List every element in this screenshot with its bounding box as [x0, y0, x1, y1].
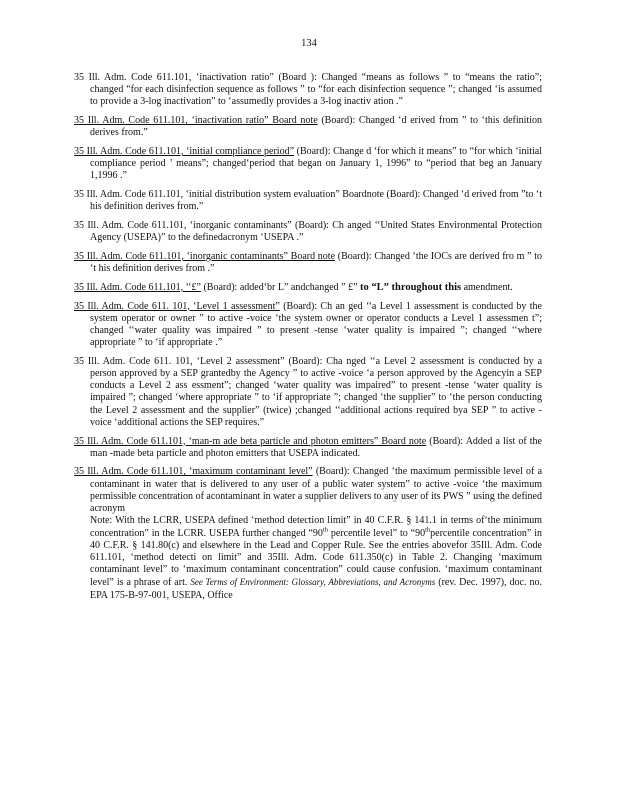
entry-citation: 35 Ill. Adm. Code 611. 101, ‘Level 1 assessment” — [74, 300, 280, 312]
superscript: th — [425, 526, 431, 534]
entry-text: (Board): added‘br L” andchanged ” £” — [200, 281, 361, 293]
entry-maximum-contaminant-level — [74, 466, 542, 601]
entry-initial-compliance-period — [74, 146, 542, 183]
entry-text: (Board): Ch anged ‘‘United States Environmental Protection Agency (USEPA)” to the definedacronym ‘USEPA .” — [90, 220, 542, 244]
entry-pound-symbol — [74, 282, 542, 294]
note-text: (rev. Dec. 1997), doc. no. EPA 175-B-97-001, USEPA, Office — [90, 577, 542, 601]
entry-citation: 35 Ill. Adm. Code 611. 101, ‘Level 2 assessment” — [74, 355, 285, 367]
page-number: 134 — [301, 38, 317, 49]
entry-text: (Board): Changed ‘d erived from ”to ‘t his definition derives from.” — [90, 189, 542, 213]
entry-citation: 35 Ill. Adm. Code 611.101, ‘inorganic contaminants” Board note — [74, 250, 336, 262]
note-text: Note: With the LCRR, USEPA defined ‘method detection limit” in 40 C.F.R. § 141.1 in terms of‘the minimum concentration” in the LCRR. USEPA further changed “90 — [90, 515, 542, 539]
entry-text: (Board): Changed ‘the IOCs are derived fro m ” to ‘t his definition derives from .” — [90, 250, 542, 275]
entry-text: (Board): Added a list of the man -made beta particle and photon emitters that USEPA indicated. — [90, 435, 542, 459]
entry-man-made-beta-particle — [74, 436, 542, 460]
entry-inactivation-ratio — [74, 72, 542, 109]
entry-citation: 35 Ill. Adm. Code 611.101, ‘maximum contaminant level” — [74, 466, 313, 478]
entry-citation: 35 Ill. Adm. Code 611.101, ‘initial compliance period” — [74, 146, 295, 158]
entry-bold-text: to “L” throughout this — [360, 281, 462, 293]
entry-text: (Board): Change d ‘for which it means” to “for which ‘initial compliance period ’ means”; changed‘period that began on January 1, 1996” to “period that beg an January 1,1996 .” — [90, 146, 542, 182]
entry-inorganic-contaminants-board-note — [74, 251, 542, 275]
entry-citation: 35 Ill. Adm. Code 611.101, ‘‘£” — [74, 281, 201, 293]
entry-text: (Board): Cha nged ‘‘a Level 2 assessment is conducted by a person approved by a SEP grantedby the Agency ” to active -voice ‘a person approved by the Agencyin a SEP conducts a Level 2 ass essment”; changed ‘water quality was impaired” to present -tense ‘water quality is impaired ”; changed ‘where appropriate ” to ‘if appropriate ”; changed ‘the supplier” to ‘the person conducting the Level 2 assessment and the supplier” (twice) ;changed ‘‘additional actions required bya SEP ” to active -voice ‘additional actions the SEP requires.” — [90, 355, 543, 428]
entry-level-1-assessment — [74, 301, 542, 350]
entry-text: (Board): Ch an ged ‘‘a Level 1 assessment is conducted by the system operator or owner ” to active -voice ‘the system owner or operator conducts a Level 1 assessmen t”; changed ‘‘water quality was impaired ” to present -tense ‘water quality is impaired ”; changed ‘‘where appropriate ” to ‘if appropriate .” — [90, 300, 542, 349]
note-text: percentile concentration” in 40 C.F.R. § 141.80(c) and elsewhere in the Lead and Copper Rule. See the entries abovefor 35Ill. Adm. Code 611.101, ‘method detecti on limit” and 35Ill. Adm. Code 611.350(c) in Table 2. Changing ‘maximum contaminant level” to ‘maximum contaminant concentration” could cause confusion. ‘maximum contaminant level” is a phrase of art. — [90, 527, 543, 589]
entry-note — [90, 515, 542, 601]
entry-citation: 35 Ill. Adm. Code 611.101, ‘initial distribution system evaluation” Boardnote — [74, 189, 384, 201]
entry-citation: 35 Ill. Adm. Code 611.101, ‘inactivation ratio” (Board ): — [74, 72, 317, 83]
entry-citation: 35 Ill. Adm. Code 611.101, ‘man-m ade beta particle and photon emitters” Board note — [74, 435, 427, 447]
entry-inactivation-ratio-board-note — [74, 115, 542, 139]
entry-citation: 35 Ill. Adm. Code 611.101, ‘inorganic contaminants” — [74, 220, 292, 232]
entry-initial-distribution-system-evaluation — [74, 189, 542, 213]
entry-text: Changed “means as follows ” to “means the ratio”; changed “for each disinfection sequence as follows ” to “for each disinfection sequence ”; changed ‘is assumed to provide a 3-log inactivation” to ‘assumedly provides a 3-log inactiv ation .” — [90, 72, 542, 108]
entry-text: (Board): Changed ‘d erived from ” to ‘this definition derives from.” — [90, 115, 542, 139]
entry-text-continued: amendment. — [463, 281, 513, 293]
note-text: percentile level” to “90 — [327, 527, 426, 539]
entry-text: (Board): Changed ‘the maximum permissible level of a contaminant in water that is delivered to any user of a public water system” to active -voice ‘the maximum permissible concentration of acontaminant in water a supplier delivers to any user of its PWS ” using the defined acronym — [90, 466, 543, 515]
amendment-entries — [74, 72, 542, 608]
italic-citation: See Terms of Environment: Glossary, Abbreviations, and Acronyms — [190, 577, 436, 588]
entry-level-2-assessment — [74, 356, 542, 429]
entry-citation: 35 Ill. Adm. Code 611.101, ‘inactivation ratio” Board note — [74, 115, 318, 127]
superscript: th — [322, 526, 328, 534]
entry-inorganic-contaminants — [74, 220, 542, 244]
